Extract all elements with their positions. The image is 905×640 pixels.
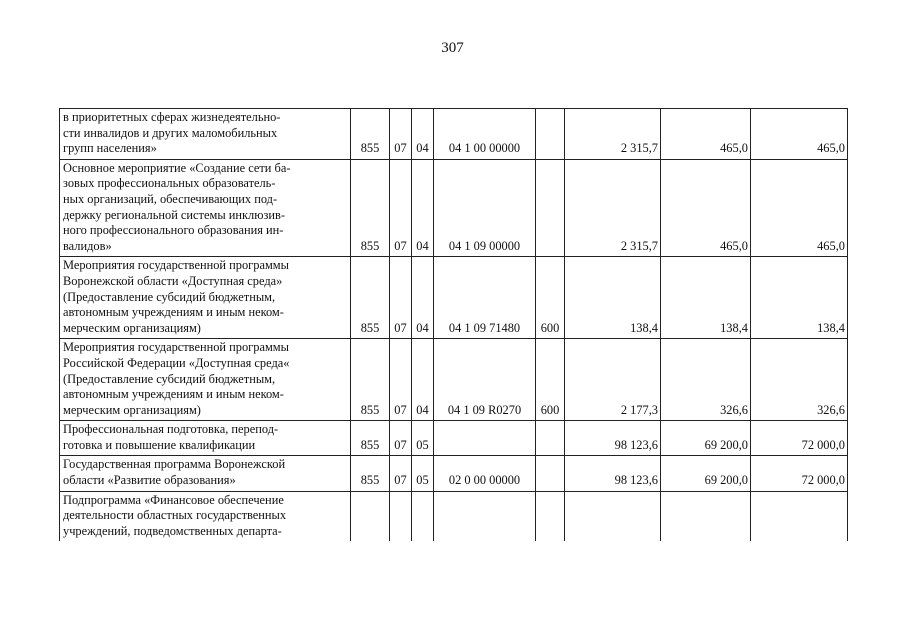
year2-amount-cell: 326,6	[661, 339, 751, 421]
row-name-line: держку региональной системы инклюзив-	[63, 207, 285, 222]
year2-amount-cell: 69 200,0	[661, 421, 751, 456]
year1-amount-cell: 2 315,7	[565, 109, 661, 160]
vr-cell	[536, 456, 565, 491]
vr-cell	[536, 491, 565, 541]
row-name-cell	[60, 421, 351, 456]
year2-amount-cell: 465,0	[661, 109, 751, 160]
row-name-line: Профессиональная подготовка, перепод-	[63, 422, 279, 437]
vr-cell	[536, 109, 565, 160]
row-name-line: групп населения»	[63, 141, 157, 156]
row-name-line: Мероприятия государственной программы	[63, 258, 289, 273]
row-name-line: (Предоставление субсидий бюджетным,	[63, 371, 276, 386]
row-name-line: деятельности областных государственных	[63, 508, 287, 523]
row-name-line: Подпрограмма «Финансовое обеспечение	[63, 492, 284, 507]
year1-amount-cell	[565, 491, 661, 541]
year3-amount-cell: 72 000,0	[751, 456, 848, 491]
ved-cell: 855	[351, 159, 390, 257]
rz-cell: 07	[390, 109, 412, 160]
row-name-line: в приоритетных сферах жизнедеятельно-	[63, 110, 281, 124]
table-row	[60, 109, 848, 160]
row-name-line: автономным учреждениям и иным неком-	[63, 387, 284, 402]
year3-amount-cell: 465,0	[751, 109, 848, 160]
row-name-line: готовка и повышение квалификации	[63, 437, 256, 452]
ved-cell: 855	[351, 456, 390, 491]
row-name-line: Мероприятия государственной программы	[63, 340, 289, 355]
vr-cell	[536, 159, 565, 257]
year3-amount-cell: 326,6	[751, 339, 848, 421]
row-name-cell	[60, 491, 351, 541]
row-name-line: учреждений, подведомственных департа-	[63, 523, 282, 538]
csr-cell: 04 1 09 00000	[434, 159, 536, 257]
vr-cell: 600	[536, 257, 565, 339]
year2-amount-cell: 465,0	[661, 159, 751, 257]
ved-cell: 855	[351, 339, 390, 421]
year3-amount-cell	[751, 491, 848, 541]
rz-cell: 07	[390, 257, 412, 339]
row-name-line: ного профессионального образования ин-	[63, 223, 284, 238]
row-name-line: мерческим организациям)	[63, 320, 201, 335]
pr-cell: 04	[412, 339, 434, 421]
csr-cell	[434, 491, 536, 541]
pr-cell: 05	[412, 456, 434, 491]
row-name-cell	[60, 159, 351, 257]
rz-cell: 07	[390, 456, 412, 491]
vr-cell	[536, 421, 565, 456]
table-row	[60, 159, 848, 257]
row-name-line: Основное мероприятие «Создание сети ба-	[63, 160, 291, 175]
pr-cell: 04	[412, 109, 434, 160]
table-row	[60, 421, 848, 456]
year3-amount-cell: 72 000,0	[751, 421, 848, 456]
row-name-line: зовых профессиональных образователь-	[63, 176, 276, 191]
row-name-line: Российской Федерации «Доступная среда«	[63, 355, 290, 370]
year1-amount-cell: 138,4	[565, 257, 661, 339]
ved-cell	[351, 491, 390, 541]
rz-cell: 07	[390, 339, 412, 421]
budget-table	[59, 108, 848, 541]
row-name-cell	[60, 339, 351, 421]
ved-cell: 855	[351, 421, 390, 456]
row-name-cell	[60, 109, 351, 160]
table-row	[60, 456, 848, 491]
csr-cell: 04 1 00 00000	[434, 109, 536, 160]
csr-cell: 04 1 09 R0270	[434, 339, 536, 421]
row-name-line: Воронежской области «Доступная среда»	[63, 273, 283, 288]
page-number: 307	[441, 40, 464, 56]
row-name-line: области «Развитие образования»	[63, 473, 236, 488]
vr-cell: 600	[536, 339, 565, 421]
year3-amount-cell: 465,0	[751, 159, 848, 257]
year2-amount-cell: 69 200,0	[661, 456, 751, 491]
table-row	[60, 257, 848, 339]
table-row	[60, 491, 848, 541]
table-body	[60, 109, 848, 542]
rz-cell	[390, 491, 412, 541]
pr-cell: 04	[412, 159, 434, 257]
year1-amount-cell: 98 123,6	[565, 421, 661, 456]
year1-amount-cell: 98 123,6	[565, 456, 661, 491]
year2-amount-cell	[661, 491, 751, 541]
rz-cell: 07	[390, 159, 412, 257]
csr-cell	[434, 421, 536, 456]
rz-cell: 07	[390, 421, 412, 456]
year1-amount-cell: 2 177,3	[565, 339, 661, 421]
row-name-cell	[60, 257, 351, 339]
csr-cell: 02 0 00 00000	[434, 456, 536, 491]
ved-cell: 855	[351, 109, 390, 160]
row-name-line: автономным учреждениям и иным неком-	[63, 305, 284, 320]
ved-cell: 855	[351, 257, 390, 339]
year3-amount-cell: 138,4	[751, 257, 848, 339]
row-name-line: Государственная программа Воронежской	[63, 457, 286, 472]
row-name-line: ных организаций, обеспечивающих под-	[63, 191, 278, 206]
row-name-line: сти инвалидов и других маломобильных	[63, 125, 278, 140]
year2-amount-cell: 138,4	[661, 257, 751, 339]
row-name-line: валидов»	[63, 238, 112, 253]
csr-cell: 04 1 09 71480	[434, 257, 536, 339]
row-name-cell	[60, 456, 351, 491]
row-name-line: (Предоставление субсидий бюджетным,	[63, 289, 276, 304]
pr-cell: 04	[412, 257, 434, 339]
year1-amount-cell: 2 315,7	[565, 159, 661, 257]
row-name-line: мерческим организациям)	[63, 402, 201, 417]
table-row	[60, 339, 848, 421]
pr-cell: 05	[412, 421, 434, 456]
pr-cell	[412, 491, 434, 541]
